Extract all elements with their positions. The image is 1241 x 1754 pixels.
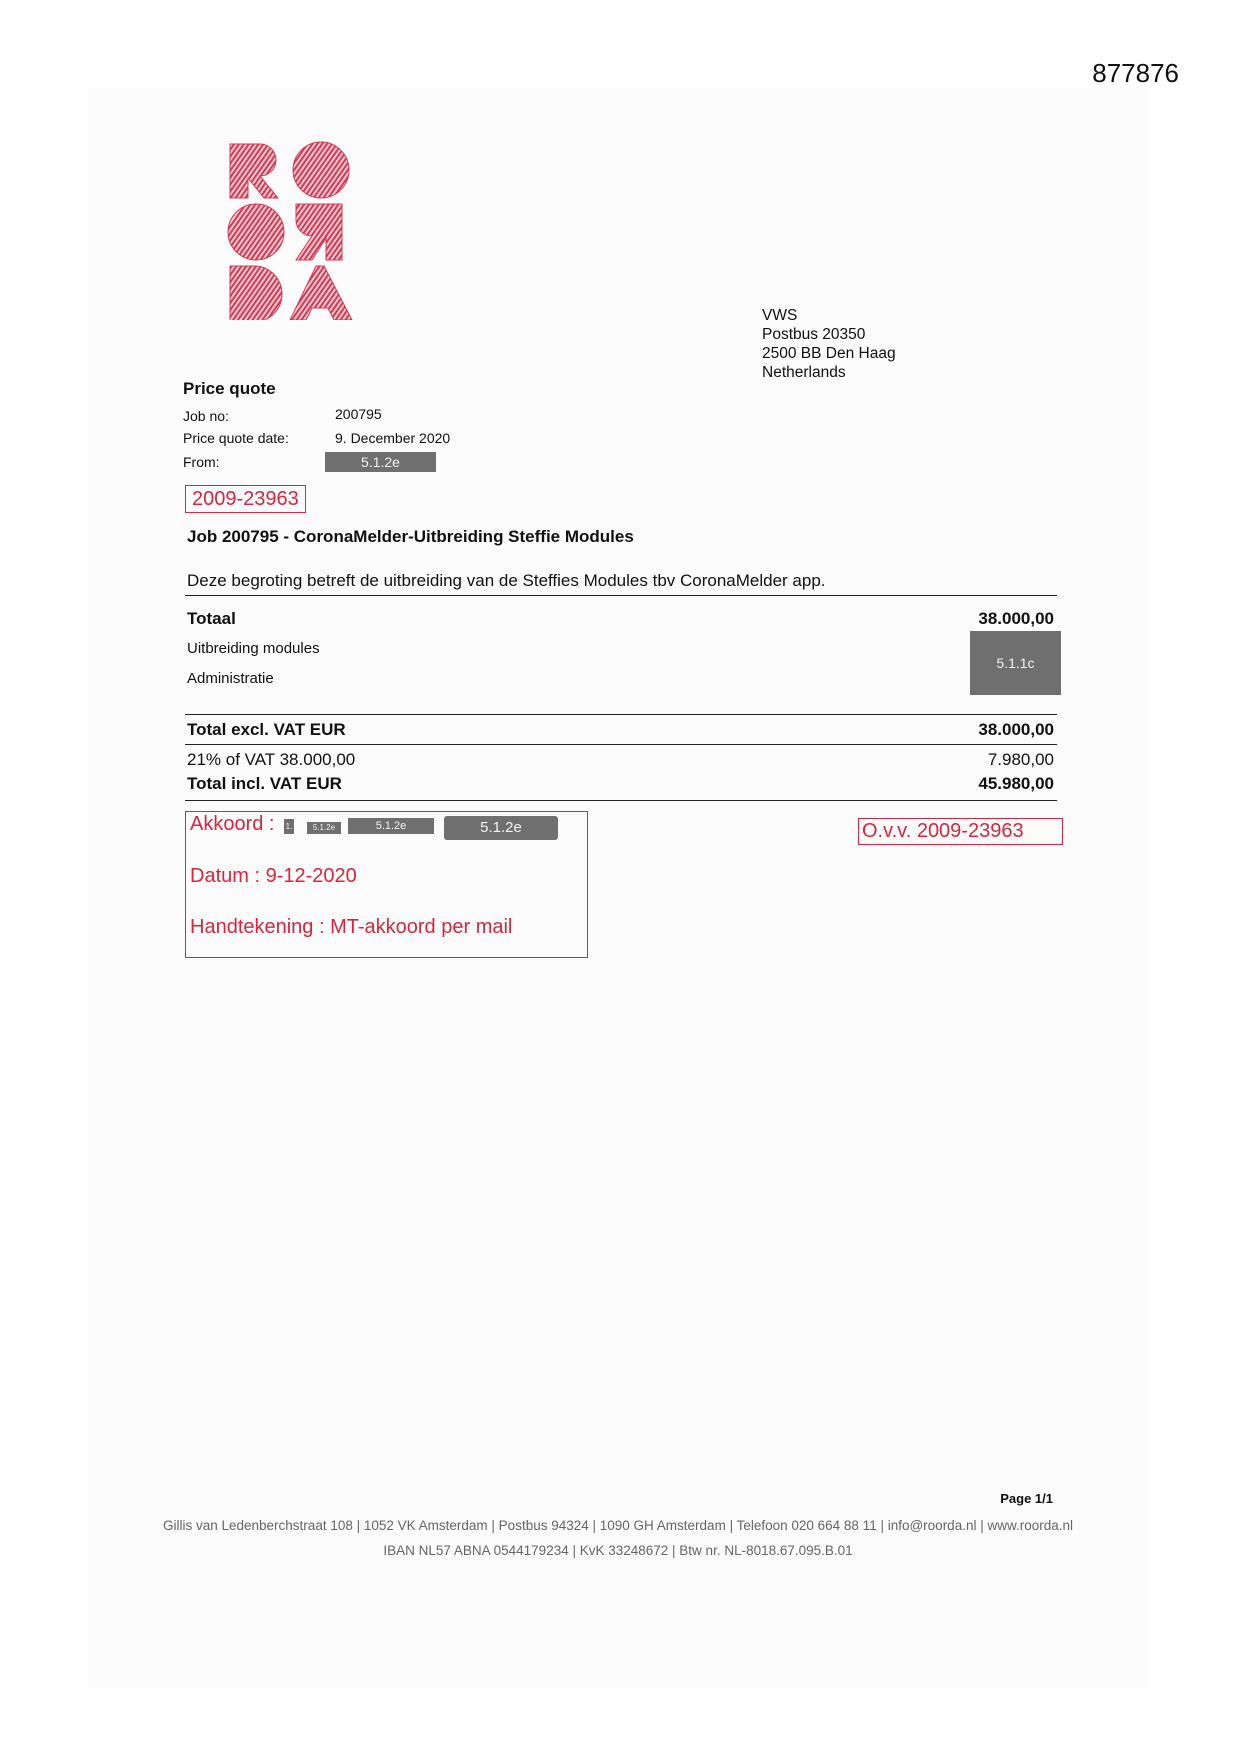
from-label: From: [183,454,220,470]
akkoord-redaction-c: 5.1.2e [444,816,558,840]
recipient-line: Netherlands [762,364,846,381]
job-title: Job 200795 - CoronaMelder-Uitbreiding Steffie Modules [187,527,634,546]
akkoord-redaction-b: 5.1.2e [348,818,434,834]
divider [185,595,1057,596]
page-number: Page 1/1 [1000,1491,1053,1506]
recipient-line: VWS [762,307,798,324]
quote-date-value: 9. December 2020 [335,430,451,446]
total-incl-vat-value: 45.980,00 [978,774,1054,793]
approval-stamp [185,811,588,958]
vat-value: 7.980,00 [987,750,1054,769]
roorda-logo [226,140,356,320]
totaal-value: 38.000,00 [978,609,1054,628]
quote-date-label: Price quote date: [183,430,289,446]
totaal-label: Totaal [187,609,236,628]
akkoord-redaction-tiny: 1. [284,819,294,834]
akkoord-redaction-a: 5.1.2e [307,822,341,834]
total-excl-vat-value: 38.000,00 [978,720,1054,739]
akkoord-label: Akkoord : [190,813,275,835]
divider [185,800,1057,801]
akkoord-line [190,813,274,836]
job-no-value: 200795 [335,406,382,422]
stamp-reference: 2009-23963 [185,485,306,513]
divider [185,714,1057,715]
total-excl-vat-label: Total excl. VAT EUR [187,720,346,739]
items-redaction: 5.1.1c [970,631,1061,695]
footer-address: Gillis van Ledenberchstraat 108 | 1052 VK Amsterdam | Postbus 94324 | 1090 GH Amsterdam | Telefoon 020 664 88 11 | info@roorda.nl | www.roorda.nl [162,1518,1074,1533]
price-quote-heading: Price quote [183,379,276,398]
recipient-line: Postbus 20350 [762,326,866,343]
line-item-label: Administratie [187,670,274,687]
footer-registration: IBAN NL57 ABNA 0544179234 | KvK 33248672 | Btw nr. NL-8018.67.095.B.01 [383,1543,853,1558]
from-redaction: 5.1.2e [325,452,436,472]
handtekening-line: Handtekening : MT-akkoord per mail [190,916,513,938]
vat-label: 21% of VAT 38.000,00 [187,750,356,769]
divider [185,744,1057,745]
ovv-reference: O.v.v. 2009-23963 [858,818,1063,845]
document-number: 877876 [1092,58,1179,88]
job-no-label: Job no: [183,408,229,424]
datum-line: Datum : 9-12-2020 [190,865,357,887]
total-incl-vat-label: Total incl. VAT EUR [187,774,342,793]
recipient-address [762,306,896,382]
recipient-line: 2500 BB Den Haag [762,345,896,362]
quote-description: Deze begroting betreft de uitbreiding van de Steffies Modules tbv CoronaMelder app. [187,571,826,590]
line-item-label: Uitbreiding modules [187,640,320,657]
